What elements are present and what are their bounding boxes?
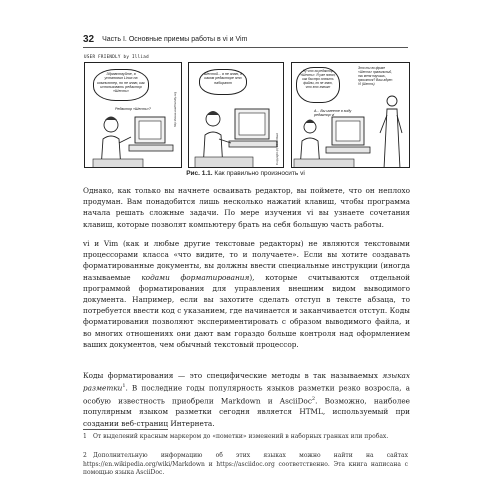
footnote-2 xyxy=(83,452,408,478)
paragraph-1: Однако, как только вы начнете осваивать редактор, вы поймете, что он неплохо продуман. Вам понадобится лишь несколько нажатий клавиш, чтобы программа начала решать сложные задачи. По мере изучения vi вы узнаете сочетания клавиш, которые позволят компьютеру брать на себя большую часть работы. xyxy=(83,186,410,229)
paragraph-3-part-b: . В последние годы популярность языков разметки резко возросла, а особую известность приобрели Markdown и AsciiDoc xyxy=(83,383,410,406)
footnote-2-number: 2 xyxy=(83,452,87,459)
paragraph-2-part-b: ), которые считываются отдельной программой форматирования для управления внешним видом выводимого документа. Например, если вы захотите сделать отступ в тексте абзаца, то потребуется ввести код с указанием, где начинается и заканчивается отступ. Коды форматирования позволяют экспериментировать с образом выводимого файла, и во многих отношениях они дают вам гораздо больше контроля над оформлением ваших документов, чем обычный текстовый процессор. xyxy=(83,272,410,349)
figure-caption-text: Как правильно произносить vi xyxy=(214,170,305,177)
footnote-1-text: От выделений красным маркером до «пометки» изменений в наборных гранках или пробах. xyxy=(93,433,389,440)
paragraph-3 xyxy=(83,370,410,429)
speech-bubble-support: Шестой... я не знаю, в каком редакторе это набирают xyxy=(199,69,247,95)
footnote-1-number: 1 xyxy=(83,433,87,440)
comic-panel-1 xyxy=(84,62,182,168)
running-title: Часть I. Основные приемы работы в vi и Vim xyxy=(102,35,248,43)
footnote-1 xyxy=(83,433,408,442)
comic-figure xyxy=(84,54,410,168)
paragraph-3-part-a: Коды форматирования — это специфические методы в так называемых xyxy=(83,371,383,380)
footnote-rule xyxy=(83,429,168,430)
speech-text-support: Редактор «Шесть»? xyxy=(115,107,151,111)
figure-caption xyxy=(83,170,408,177)
comic-panel-3 xyxy=(291,62,410,168)
speech-text-customer: Это ты во фразе «Шесть» правильный, ты меня научишь, произнося? Ваш адрес: VI (Шесть) xyxy=(358,66,393,86)
footnote-2-text[interactable]: Дополнительную информацию об этих языках можно найти на сайтах https://en.wikipedia.org/wiki/Markdown и https://asciidoc.org соответственно. Эта книга написана с помощью языка AsciiDoc. xyxy=(83,452,408,477)
figure-label: Рис. 1.1. xyxy=(186,170,213,177)
footnote-ref-2[interactable]: 2 xyxy=(311,395,316,402)
paragraph-3-part-c: . Возможно, наиболее популярным языком разметки сегодня является HTML, используемый при создании веб-страниц Интернета. xyxy=(83,396,410,428)
comic-strip-title: USER FRIENDLY by Illiad xyxy=(84,54,149,59)
comic-art-panel-1 xyxy=(85,63,182,168)
paragraph-2-part-a: vi и Vim (как и любые другие текстовые редакторы) не являются текстовыми процессорами класса «что видите, то и получаете». Если вы хотите создавать форматированные документы, вы должны ввести специальные инструкции (иногда называемые xyxy=(83,239,410,282)
emphasis-markup-languages: языках разметки xyxy=(83,371,410,393)
page-number: 32 xyxy=(83,33,95,45)
paragraph-2 xyxy=(83,238,410,350)
speech-bubble-support-question: Ну что за редактор «Шесть». Я уже понял, как быстро освоить файлы, но не знаю, что это значит xyxy=(296,67,340,103)
emphasis-formatting-codes: кодами форматирования xyxy=(141,272,250,282)
comic-art-panel-3 xyxy=(292,63,410,168)
footnote-ref-1[interactable]: 1 xyxy=(122,383,126,390)
comic-copyright-text: Copyright (c) 2000 Illiad xyxy=(275,133,279,165)
comic-url-text: http://www.userfriendly.org xyxy=(173,91,177,127)
running-header xyxy=(83,33,408,45)
header-rule xyxy=(83,47,408,48)
speech-bubble-customer: Здравствуйте, я установил Linux на компьютер, но не знаю, как использовать редактор «Шесть» xyxy=(93,69,149,101)
comic-art-panel-2 xyxy=(189,63,284,168)
comic-panel-2 xyxy=(188,62,284,168)
speech-text-realization: А... Вы имеете в виду редактор vi xyxy=(314,109,352,118)
